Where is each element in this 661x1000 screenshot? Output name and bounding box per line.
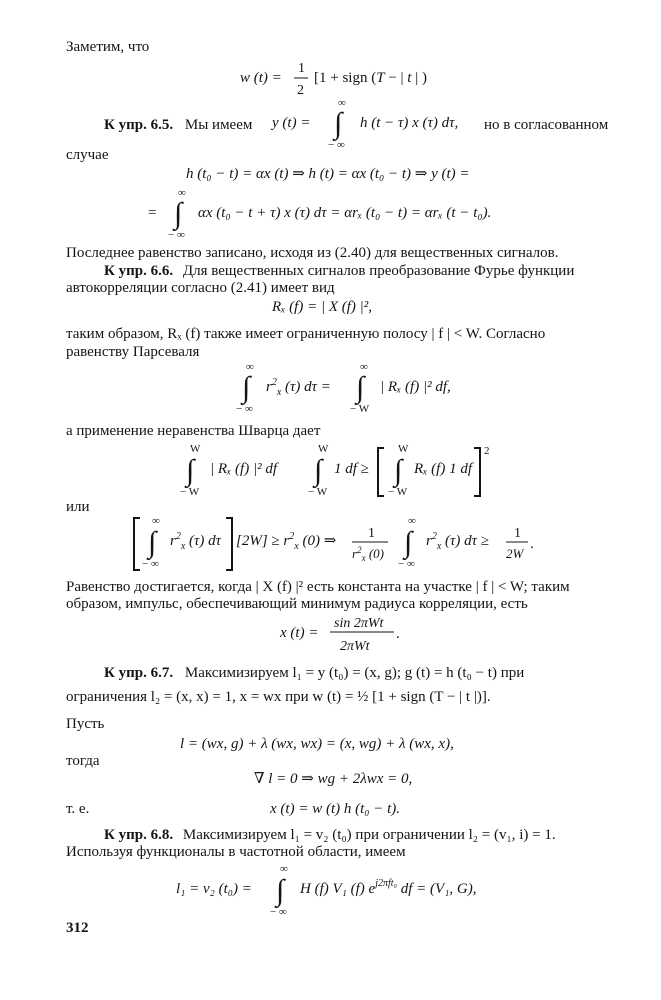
formula-h: h (t₀ − t) = αx (t) ⇒ h (t) = αx (t₀ − t) ⇒ y (t) =: [186, 166, 470, 182]
svg-text:− W: − W: [180, 486, 200, 498]
formula-inequality: [130, 512, 550, 576]
svg-text:∫: ∫: [356, 371, 365, 404]
svg-text:=: =: [148, 205, 157, 221]
svg-text:∞: ∞: [280, 863, 288, 875]
svg-text:| Rₓ (f) |² df: | Rₓ (f) |² df: [210, 461, 277, 477]
svg-text:∞: ∞: [408, 515, 416, 527]
svg-text:− ∞: − ∞: [142, 558, 159, 570]
svg-text:∫: ∫: [394, 454, 403, 487]
svg-text:sin 2πWt: sin 2πWt: [334, 616, 384, 631]
svg-text:− ∞: − ∞: [398, 558, 415, 570]
ex66-text2: автокорреляции согласно (2.41) имеет вид: [66, 280, 335, 296]
svg-text:| Rₓ (f) |² df,: | Rₓ (f) |² df,: [380, 379, 451, 395]
svg-text:∫: ∫: [174, 197, 183, 230]
ex65-text1: Мы имеем: [184, 117, 253, 133]
ex65-text3: случае: [66, 147, 109, 163]
svg-text:r2x (τ) dτ: $r^2_x$ (τ) dτ: [170, 531, 222, 552]
svg-text:W: W: [398, 443, 409, 455]
svg-text:Rₓ (f) 1 df: Rₓ (f) 1 df: [414, 461, 473, 477]
svg-text:2: 2: [297, 83, 304, 98]
ex66-text5: а применение неравенства Шварца дает: [66, 423, 321, 439]
formula-lagrange: l = (wx, g) + λ (wx, wx) = (x, wg) + λ (wx, x),: [180, 736, 454, 752]
svg-text:1 df ≥: 1 df ≥: [334, 461, 369, 477]
svg-text:H (f) V₁ (f) ej2πft₀ df = (V₁,: H (f) V₁ (f) $e^{j2\pi ft_0}$ df = (V₁, G),: [300, 878, 477, 897]
svg-text:W: W: [318, 443, 329, 455]
svg-text:2W: 2W: [506, 546, 524, 561]
ex66-text7: Равенство достигается, когда | X (f) |² есть константа на участке | f | < W; таким: [66, 579, 570, 595]
svg-text:[1 + sign (T − | t | ): [1 + sign (T − | t | ): [314, 70, 427, 86]
ex66-line1: [104, 262, 574, 280]
svg-text:∫: ∫: [148, 526, 157, 559]
svg-text:r2x (0): $r^2_x$ (0): [352, 545, 384, 563]
svg-text:r2x (τ) dτ =: $r^2_x$ (τ) dτ =: [266, 377, 331, 398]
ex66-text3: таким образом, Rₓ (f) также имеет ограниченную полосу | f | < W. Согласно: [66, 326, 546, 342]
svg-text:W: W: [190, 443, 201, 455]
svg-text:∫: ∫: [242, 371, 251, 404]
svg-text:∫: ∫: [186, 454, 195, 487]
svg-text:1: 1: [514, 526, 521, 541]
svg-text:1: 1: [368, 526, 375, 541]
svg-text:l₁ = v₂ (t₀) =: l₁ = v₂ (t₀) =: [176, 881, 252, 897]
svg-text:− W: − W: [350, 403, 370, 415]
ex65-line1: [104, 116, 252, 134]
ex68-head: К упр. 6.8.: [104, 827, 174, 843]
ex66-text4: равенству Парсеваля: [66, 344, 200, 360]
svg-text:− W: − W: [388, 486, 408, 498]
svg-text:αx (t₀ − t + τ) x (τ) dτ = αrₓ: αx (t₀ − t + τ) x (τ) dτ = αrₓ (t₀ − t) = αrₓ (t − t₀).: [198, 205, 492, 221]
ex65-text4: Последнее равенство записано, исходя из (2.40) для вещественных сигналов.: [66, 245, 559, 261]
svg-text:.: .: [530, 536, 534, 552]
ex67-text3: Пусть: [66, 716, 105, 732]
formula-grad: ∇ l = 0 ⇒ wg + 2λwx = 0,: [254, 771, 413, 787]
ex67-head: К упр. 6.7.: [104, 665, 174, 681]
page-number: 312: [66, 920, 89, 936]
formula-x-opt: x (t) = w (t) h (t₀ − t).: [270, 801, 401, 817]
svg-text:∞: ∞: [338, 97, 346, 109]
ex67-text4: тогда: [66, 753, 100, 769]
svg-text:− ∞: − ∞: [168, 229, 185, 241]
svg-text:x (t) =: x (t) =: [280, 625, 319, 641]
svg-text:∫: ∫: [334, 107, 343, 140]
formula-y-conv: [272, 96, 494, 154]
text-zametim: Заметим, что: [66, 39, 150, 55]
formula-R: Rₓ (f) = | X (f) |²,: [272, 299, 373, 315]
svg-text:− ∞: − ∞: [328, 139, 345, 151]
formula-sinc: [280, 612, 420, 658]
svg-text:r2x (τ) dτ ≥: $r^2_x$ (τ) dτ ≥: [426, 531, 490, 552]
ex68-line1: [104, 826, 556, 844]
ex67-text5: т. е.: [66, 801, 90, 817]
ex67-text1: Максимизируем l₁ = y (t₀) = (x, g); g (t) = h (t₀ − t) при: [184, 665, 525, 681]
svg-text:y (t) =: y (t) =: [272, 115, 311, 131]
svg-text:[2W] ≥ r2x (0) ⇒: $[2W] \ge r^2_x$ (0) ⇒: [236, 531, 337, 552]
svg-text:∫: ∫: [404, 526, 413, 559]
ex65-head: К упр. 6.5.: [104, 117, 174, 133]
svg-text:∞: ∞: [152, 515, 160, 527]
ex67-text2: ограничения l₂ = (x, x) = 1, x = wx при w (t) = ½ [1 + sign (T − | t |)].: [66, 689, 491, 705]
svg-text:1: 1: [298, 61, 305, 76]
svg-text:− ∞: − ∞: [270, 906, 287, 918]
svg-text:∞: ∞: [246, 361, 254, 373]
ex66-text8: образом, импульс, обеспечивающий минимум радиуса корреляции, есть: [66, 596, 528, 612]
ex65-text2: но в согласованном: [484, 117, 609, 133]
svg-text:2: 2: [484, 445, 490, 457]
formula-l1: [176, 860, 536, 918]
svg-text:2πWt: 2πWt: [340, 639, 370, 654]
formula-schwarz: [178, 440, 508, 502]
ex68-text1: Максимизируем l₁ = v₂ (t₀) при ограничении l₂ = (v₁, i) = 1.: [182, 827, 556, 843]
formula-eq-chain: [148, 186, 548, 242]
ex68-text2: Используя функционалы в частотной области, имеем: [66, 844, 406, 860]
svg-text:− W: − W: [308, 486, 328, 498]
svg-text:∫: ∫: [276, 874, 285, 907]
ex66-text6: или: [66, 499, 90, 515]
svg-text:h (t − τ) x (τ) dτ,: h (t − τ) x (τ) dτ,: [360, 115, 459, 131]
ex67-line1: [104, 664, 524, 682]
formula-parseval: [234, 360, 474, 418]
svg-text:∞: ∞: [178, 187, 186, 199]
svg-text:∫: ∫: [314, 454, 323, 487]
svg-text:− ∞: − ∞: [236, 403, 253, 415]
svg-text:∞: ∞: [360, 361, 368, 373]
ex66-text1: Для вещественных сигналов преобразование Фурье функции: [182, 263, 575, 279]
ex66-head: К упр. 6.6.: [104, 263, 174, 279]
svg-text:.: .: [396, 626, 400, 642]
svg-text:w (t) =: w (t) =: [240, 70, 282, 86]
